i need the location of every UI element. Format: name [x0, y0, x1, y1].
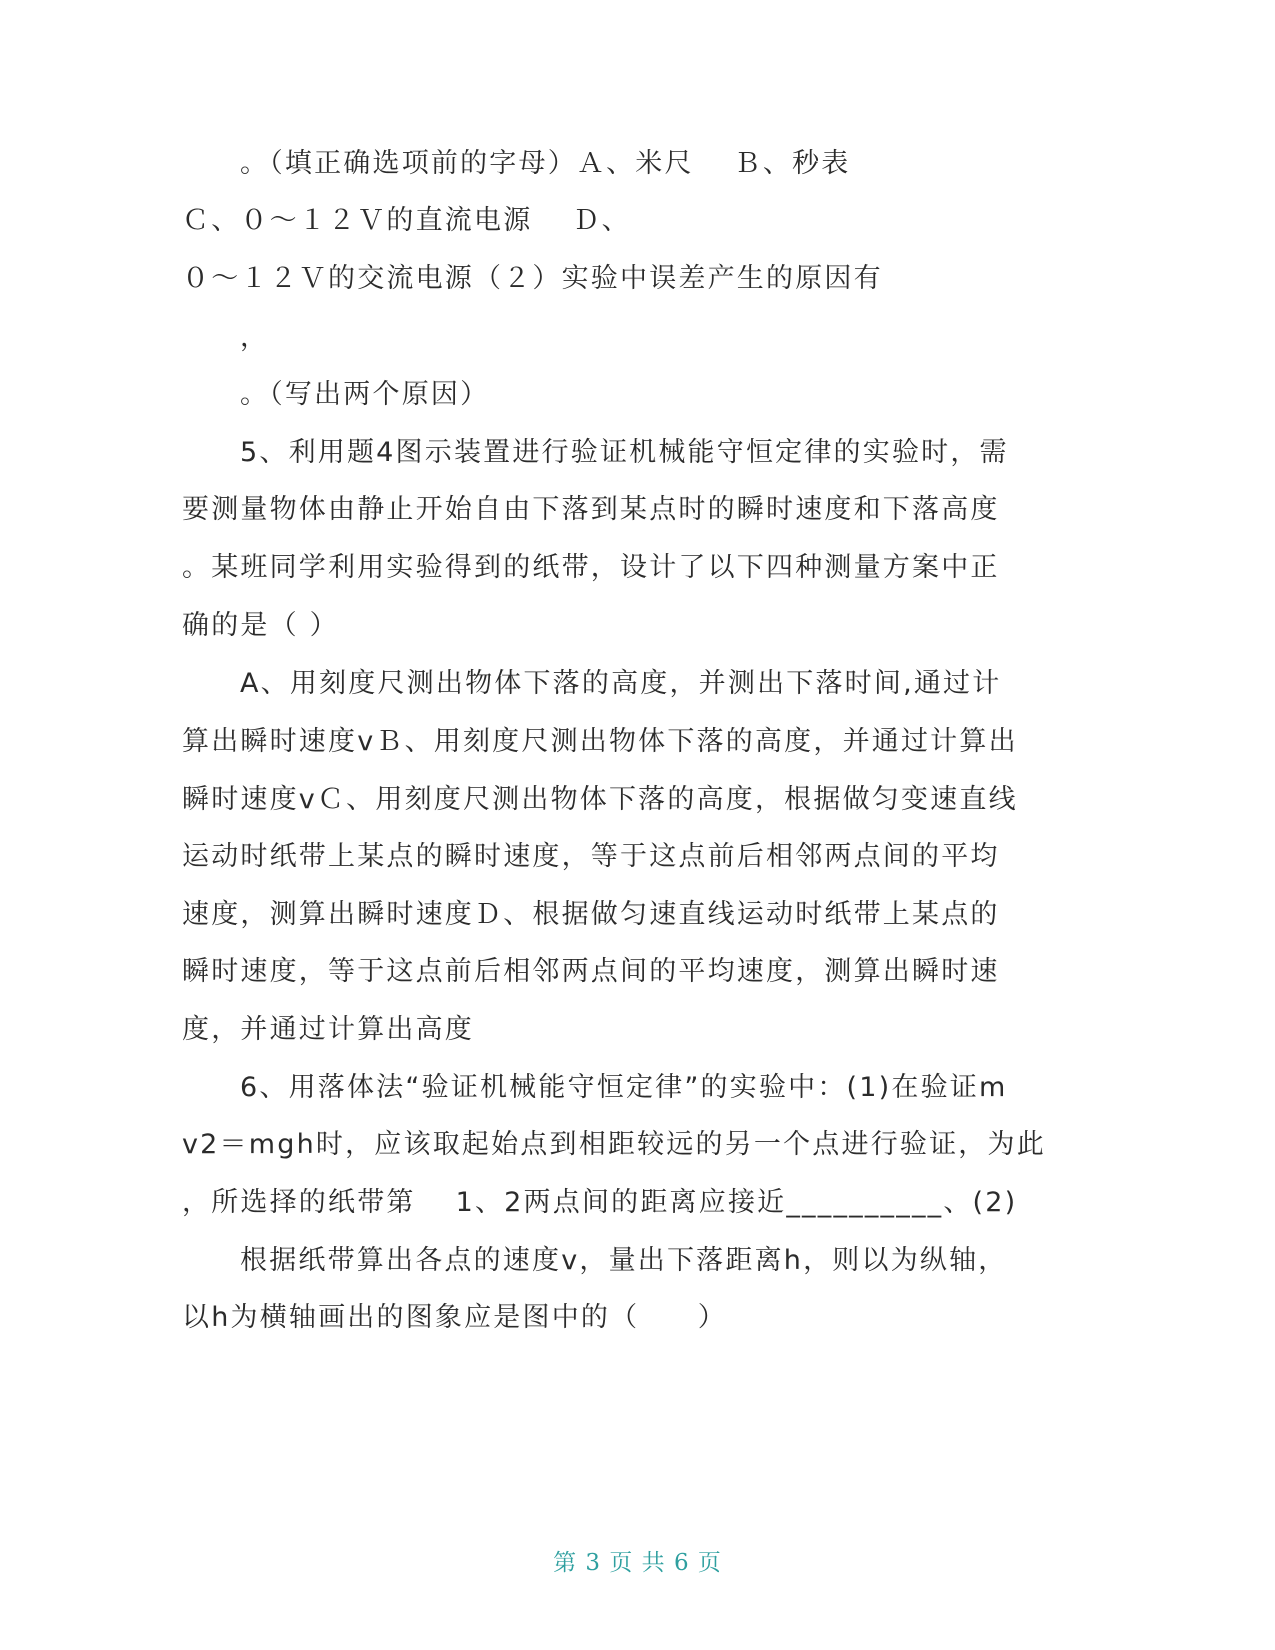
text-line-20: 根据纸带算出各点的速度v，量出下落距离h，则以为纵轴，: [240, 1245, 1008, 1276]
text-line-6: 5、利用题4图示装置进行验证机械能守恒定律的实验时，需: [240, 437, 1009, 468]
text-line-10: A、用刻度尺测出物体下落的高度，并测出下落时间,通过计: [240, 668, 1002, 699]
text-line-9: 确的是（ ）: [182, 610, 339, 641]
text-line-16: 度，并通过计算出高度: [182, 1014, 474, 1045]
text-line-11: 算出瞬时速度vＢ、用刻度尺测出物体下落的高度，并通过计算出: [182, 726, 1018, 757]
text-line-4: ，: [240, 322, 270, 353]
text-line-7: 要测量物体由静止开始自由下落到某点时的瞬时速度和下落高度: [182, 494, 1000, 525]
text-line-14: 速度，测算出瞬时速度Ｄ、根据做匀速直线运动时纸带上某点的: [182, 899, 1000, 930]
page-number-footer: 第 3 页 共 6 页: [553, 1550, 722, 1576]
text-line-3: ０～１２Ｖ的交流电源（２）实验中误差产生的原因有: [182, 263, 883, 294]
text-line-12: 瞬时速度vＣ、用刻度尺测出物体下落的高度，根据做匀变速直线: [182, 784, 1018, 815]
text-line-18: v2＝mgh时，应该取起始点到相距较远的另一个点进行验证，为此: [182, 1129, 1046, 1160]
text-line-2: Ｃ、０～１２Ｖ的直流电源 Ｄ、: [182, 205, 631, 236]
text-line-15: 瞬时速度，等于这点前后相邻两点间的平均速度，测算出瞬时速: [182, 956, 1000, 987]
text-line-1: 。（填正确选项前的字母）Ａ、米尺 Ｂ、秒表: [240, 148, 851, 179]
text-line-17: 6、用落体法“验证机械能守恒定律”的实验中：(1)在验证m: [240, 1072, 1008, 1103]
text-line-8: 。某班同学利用实验得到的纸带，设计了以下四种测量方案中正: [182, 552, 1000, 583]
text-line-13: 运动时纸带上某点的瞬时速度，等于这点前后相邻两点间的平均: [182, 841, 1000, 872]
text-line-5: 。（写出两个原因）: [240, 379, 490, 410]
text-line-21: 以h为横轴画出的图象应是图中的（ ）: [182, 1302, 727, 1333]
text-line-19: ，所选择的纸带第 1、2两点间的距离应接近__________、(2): [182, 1187, 1018, 1218]
